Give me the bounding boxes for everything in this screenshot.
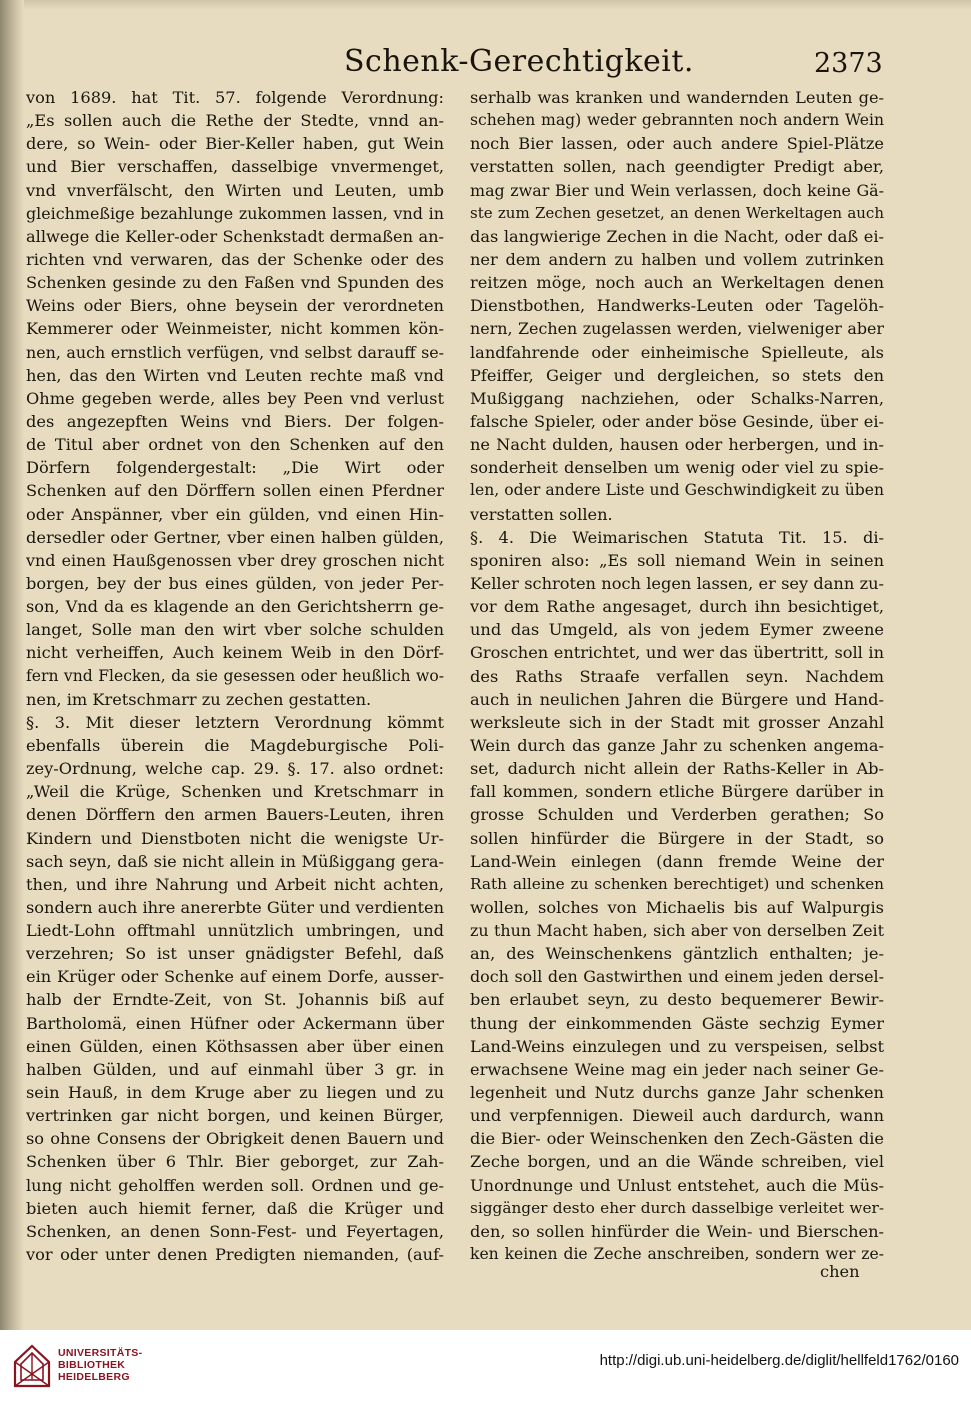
text-line: landfahrende oder einheimische Spielleute, als [470,342,884,362]
text-line: legenheit und Nutz durchs ganze Jahr schenken [470,1083,884,1103]
text-line: Pfeiffer, Geiger und dergleichen, so stets den [470,365,884,385]
page-edge-shadow-top [0,0,971,10]
text-line: reitzen möge, noch auch an Werkeltagen denen [470,273,884,293]
text-line: „Es sollen auch die Rethe der Stedte, vnnd an- [26,111,444,131]
text-line: Land-Wein einlegen (dann fremde Weine der [470,851,884,871]
text-line: und das Umgeld, als von jedem Eymer zweene [470,620,884,640]
text-line: sondern auch ihre anererbte Güter und verdienten [26,897,444,917]
text-line: vnd vnverfälscht, den Wirten und Leuten, umb [26,180,444,200]
text-line: verstatten sollen, nach geendigter Predigt aber, [470,157,884,177]
text-line: set, dadurch nicht allein der Raths-Keller in Ab- [470,759,884,779]
page-edge-shadow-left [0,0,24,1330]
text-line: dersedler oder Gertner, vber einen halben gülden, [26,527,444,547]
text-line: ein Krüger oder Schenke auf einem Dorfe, ausser- [26,967,444,987]
text-line: den, so sollen hinfürder die Wein- und Bierschen- [470,1221,884,1241]
text-line: Dienstbothen, Handwerks-Leuten oder Tagelöh- [470,296,884,316]
library-name [58,1347,142,1383]
text-line: mag zwar Bier und Wein verlassen, doch keine Gä- [470,180,884,200]
text-line: und verpfennigen. Dieweil auch dardurch, wann [470,1106,884,1126]
text-line: serhalb was kranken und wandernden Leuten ge- [470,88,884,107]
library-name-line: HEIDELBERG [58,1371,130,1383]
text-line: vor dem Rathe angesaget, durch ihn besichtiget, [470,597,884,617]
text-line: nicht verheiffen, Auch keinem Weib in den Dörf- [26,643,444,663]
text-line: sein Hauß, in dem Kruge aber zu liegen und zu [26,1083,444,1103]
text-line: Wein durch das ganze Jahr zu schenken angema- [470,735,884,755]
text-line: Schenken, an denen Sonn-Fest- und Feyertagen, [26,1221,444,1241]
text-line: auch in neulichen Jahren die Bürgere und Hand- [470,689,884,709]
text-line: Dörfern folgendergestalt: „Die Wirt oder [26,458,444,478]
library-name-line: UNIVERSITÄTS- [58,1347,143,1359]
text-line: bieten auch hiemit ferner, daß die Krüger und [26,1198,444,1218]
text-line: schehen mag) weder gebrannten noch andern Wein [470,111,884,130]
text-line: die Bier- oder Weinschenken den Zech-Gästen die [470,1129,884,1149]
text-line: Liedt-Lohn offtmahl unnützlich umbringen, und [26,921,444,941]
text-line: nern, Zechen zugelassen werden, vielweniger aber [470,319,884,339]
text-line: das langwierige Zechen in die Nacht, oder daß ei- [470,226,884,246]
text-line: werksleute sich in der Stadt mit grosser Anzahl [470,712,884,732]
text-line: zey-Ordnung, welche cap. 29. §. 17. also ordnet: [26,759,444,779]
text-line: son, Vnd da es klagende an den Gerichtsherrn ge- [26,597,444,617]
text-line: borgen, bey der bus eines gülden, von jeder Per- [26,573,444,593]
page-number: 2373 [814,48,883,79]
text-line: then, und ihre Nahrung und Arbeit nicht achten, [26,874,444,894]
left-column [26,86,444,1266]
text-line: zu thun Macht haben, sich aber von derselben Zeit [470,921,884,941]
text-line: des angezepften Weins vnd Biers. Der folgen- [26,411,444,431]
text-line: verstatten sollen. [470,504,613,524]
text-line: des Raths Straafe verfallen seyn. Nachdem [470,666,884,686]
catchword: chen [820,1262,860,1281]
text-line: halb der Erndte-Zeit, von St. Johannis biß auf [26,990,444,1010]
text-line: §. 3. Mit dieser letztern Verordnung kömmt [26,712,444,732]
text-line: langet, Solle man den wirt vber solche schulden [26,620,444,640]
text-line: dere, so Wein- oder Bier-Keller haben, gut Wein [26,134,444,154]
text-line: wollen, solches von Michaelis bis auf Walpurgis [470,897,884,917]
text-line: falsche Spieler, oder ander böse Gesinde, über ei- [470,411,884,431]
text-line: Ohme gegeben werde, alles bey Peen vnd verlust [26,388,444,408]
text-line: de Titul aber ordnet von den Schenken auf den [26,435,444,455]
text-line: ebenfalls überein die Magdeburgische Poli- [26,735,444,755]
text-line: Kindern und Dienstboten nicht die wenigste Ur- [26,828,444,848]
text-line: Kemmerer oder Weinmeister, nicht kommen kön- [26,319,444,339]
text-line: an, des Weinschenkens gäntzlich enthalten; je- [470,944,884,964]
page-header [24,44,924,84]
text-line: nen, im Kretschmarr zu zechen gestatten. [26,689,372,709]
text-line: fall kommen, sondern etliche Bürgere darüber in [470,782,884,802]
text-line: Bartholomä, einen Hüfner oder Ackermann über [26,1013,444,1033]
permalink-url[interactable]: http://digi.ub.uni-heidelberg.de/diglit/hellfeld1762/0160 [599,1352,959,1369]
text-line: doch soll den Gastwirthen und einem jeden dersel- [470,967,884,987]
text-line: ben erlaubet seyn, zu desto bequemerer Bewir- [470,990,884,1010]
text-line: richten vnd verwaren, das der Schenke oder des [26,249,444,269]
text-line: einen Gülden, einen Köthsassen aber über einen [26,1036,444,1056]
text-line: Schenken über 6 Thlr. Bier geborget, zur Zah- [26,1152,444,1172]
text-line: siggänger desto eher durch dasselbige verleitet wer- [470,1198,884,1217]
text-line: ken keinen die Zeche anschreiben, sondern wer ze- [470,1245,884,1264]
university-library-logo-icon [12,1344,52,1388]
text-line: Unordnunge und Unlust entstehet, auch die Müs- [470,1175,884,1195]
running-title: Schenk-Gerechtigkeit. [344,44,694,79]
text-line: vnd einen Haußgenossen vber drey groschen nicht [26,550,444,570]
text-line: Mußiggang nachziehen, oder Schalks-Narren, [470,388,884,408]
text-line: fern vnd Flecken, da sie gesessen oder heußlich wo- [26,666,444,685]
text-line: len, oder andere Liste und Geschwindigkeit zu üben [470,481,884,500]
text-line: allwege die Keller-oder Schenkstadt dermaßen an- [26,226,444,246]
text-line: oder Anspänner, vber ein gülden, vnd einen Hin- [26,504,444,524]
text-line: grosse Schulden und Verderben gerathen; So [470,805,884,825]
text-line: §. 4. Die Weimarischen Statuta Tit. 15. di- [470,527,884,547]
text-line: Groschen entrichtet, und wer das übertritt, soll in [470,643,884,663]
text-line: gleichmeßige bezahlunge zukommen lassen, vnd in [26,203,444,223]
right-column [470,86,884,1266]
text-line: sponiren also: „Es soll niemand Wein in seinen [470,550,884,570]
text-line: sach seyn, daß sie nicht allein in Müßiggang gera- [26,851,444,871]
text-line: noch Bier lassen, oder auch andere Spiel-Plätze [470,134,884,154]
text-line: erwachsene Weine mag ein jeder nach seiner Ge- [470,1059,884,1079]
text-line: „Weil die Krüge, Schenken und Kretschmarr in [26,782,444,802]
text-line: Schenken auf den Dörffern sollen einen Pferdner [26,481,444,501]
text-line: ne Nacht dulden, hausen oder herbergen, und in- [470,435,884,455]
text-line: Rath alleine zu schenken berechtiget) und schenken [470,874,884,893]
text-line: thung der einkommenden Gäste sechzig Eymer [470,1013,884,1033]
text-line: verzehren; So ist unser gnädigster Befehl, daß [26,944,444,964]
text-line: ste zum Zechen gesetzet, an denen Werkeltagen auch [470,203,884,222]
text-line: sollen hinfürder die Bürgere in der Stadt, so [470,828,884,848]
text-line: halben Gülden, und auf einmahl über 3 gr. in [26,1059,444,1079]
text-line: Keller schroten noch legen lassen, er sey dann zu- [470,573,884,593]
text-line: lung nicht geholffen werden soll. Ordnen und ge- [26,1175,444,1195]
text-line: vor oder unter denen Predigten niemanden, (auf- [26,1245,444,1265]
text-line: ner dem andern zu halben und vollem zutrinken [470,249,884,269]
text-line: vertrinken gar nicht borgen, und keinen Bürger, [26,1106,444,1126]
text-line: Schenken gesinde zu den Faßen vnd Spunden des [26,273,444,293]
text-line: denen Dörffern den armen Bauers-Leuten, ihren [26,805,444,825]
text-line: Land-Weins einzulegen und zu verspeisen, selbst [470,1036,884,1056]
text-line: Weins oder Biers, ohne beysein der verordneten [26,296,444,316]
footer-bar [0,1330,971,1405]
text-line: nen, auch ernstlich verfügen, vnd selbst darauff se- [26,342,444,362]
text-line: hen, das den Wirten vnd Leuten rechte maß vnd [26,365,444,385]
text-line: und Bier verschaffen, dasselbige vnvermenget, [26,157,444,177]
library-name-line: BIBLIOTHEK [58,1359,126,1371]
text-line: so ohne Consens der Obrigkeit denen Bauern und [26,1129,444,1149]
text-line: Zeche borgen, und an die Wände schreiben, viel [470,1152,884,1172]
text-line: von 1689. hat Tit. 57. folgende Verordnung: [26,88,444,107]
text-line: sonderheit denselben um wenig oder viel zu spie- [470,458,884,478]
